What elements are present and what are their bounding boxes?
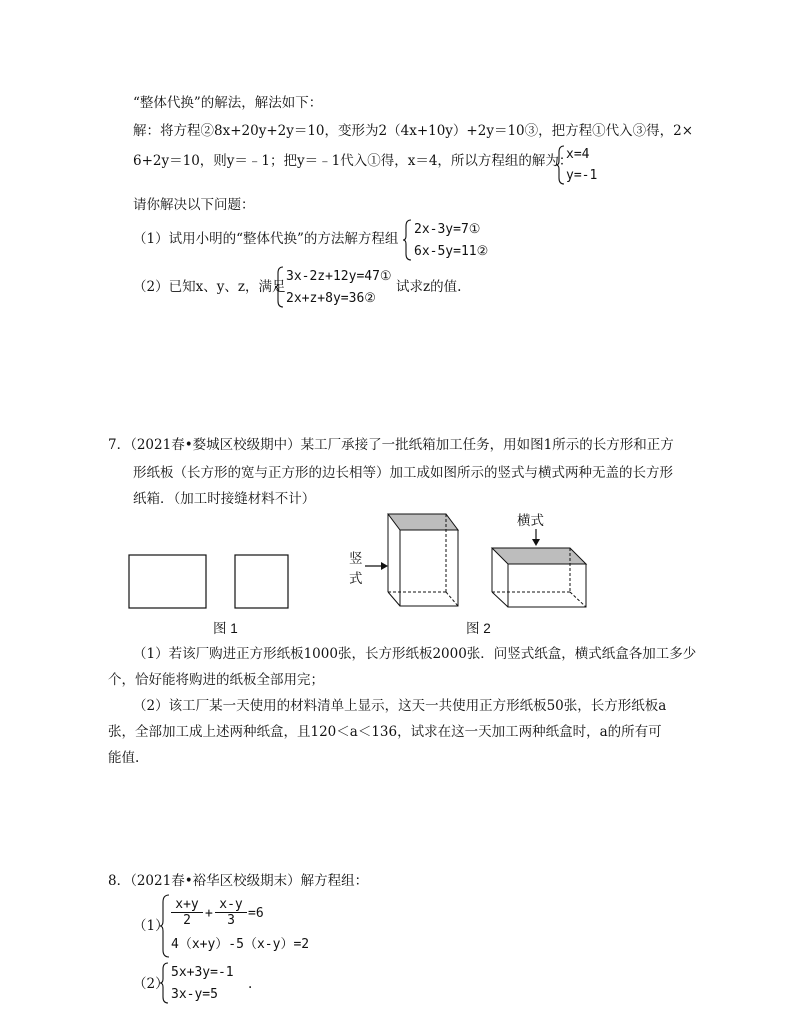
vertical-label-1: 竖 [349, 551, 363, 566]
sec6-q2-eq1: 3x-2z+12y=47① [286, 269, 392, 284]
sec7-p2-line2: 张，全部加工成上述两种纸盒，且120＜a＜136，试求在这一天加工两种纸盒时，a的所有可 [108, 724, 662, 740]
fraction-numerator: x+y [175, 897, 199, 912]
sec8-q1-label: （1） [133, 918, 169, 934]
sec6-q1-eq2: 6x-5y=11② [414, 244, 489, 259]
sec8-q1-eq1-tail: =6 [248, 906, 264, 921]
sec7-head: 7．（2021春•婺城区校级期中）某工厂承接了一批纸箱加工任务，用如图1所示的长方形和正方 [108, 437, 674, 453]
fig2-caption: 图 2 [466, 621, 491, 636]
horizontal-label: 横式 [517, 513, 544, 528]
sec8-q2-label: （2） [133, 976, 169, 992]
sec8-head: 8．（2021春•裕华区校级期末）解方程组： [108, 873, 369, 889]
fraction-denominator: 2 [171, 912, 203, 928]
answer-y: y=-1 [566, 168, 598, 183]
sec8-q1-eq2: 4（x+y）-5（x-y）=2 [171, 937, 310, 952]
sec6-solution-line1: 解：将方程②8x+20y+2y＝10，变形为2（4x+10y）+2y＝10③，把方程①代入③得，2× [133, 123, 694, 139]
sec6-q2-eq2: 2x+z+8y=36② [286, 291, 376, 306]
brace-icon [402, 219, 412, 261]
fig1-caption: 图 1 [213, 621, 238, 636]
plus-sign: + [205, 906, 213, 921]
fraction-x-plus-y-over-2 [171, 897, 203, 928]
vertical-label-2: 式 [349, 571, 363, 586]
sec7-p1-line2: 个，恰好能将购进的纸板全部用完； [108, 672, 324, 688]
fraction-numerator: x-y [219, 897, 243, 912]
brace-icon [555, 145, 565, 185]
sec6-ask: 请你解决以下问题： [133, 197, 255, 213]
square-board-figure [234, 554, 290, 610]
sec6-q1-label: （1）试用小明的“整体代换”的方法解方程组 [133, 231, 399, 247]
fraction-denominator: 3 [215, 912, 247, 928]
vertical-box-figure [384, 510, 466, 610]
sec8-q2-eq1: 5x+3y=-1 [171, 965, 234, 980]
sec8-q2-tail: . [248, 976, 253, 992]
brace-icon [159, 962, 169, 1004]
sec6-q1-eq1: 2x-3y=7① [414, 222, 481, 237]
sec7-p2-line3: 能值. [108, 750, 140, 766]
brace-icon [274, 266, 284, 308]
sec7-p2-line1: （2）该工厂某一天使用的材料清单上显示，这天一共使用正方形纸板50张，长方形纸板a [133, 698, 667, 714]
sec7-p1-line1: （1）若该厂购进正方形纸板1000张，长方形纸板2000张．问竖式纸盒，横式纸盒各加工多少 [133, 646, 697, 662]
sec7-line2: 形纸板（长方形的宽与正方形的边长相等）加工成如图所示的竖式与横式两种无盖的长方形 [133, 465, 673, 481]
answer-x: x=4 [566, 147, 590, 162]
sec6-q2-label: （2）已知x、y、z，满足 [133, 279, 286, 295]
brace-icon [159, 894, 170, 958]
sec8-q2-eq2: 3x-y=5 [171, 987, 218, 1002]
horizontal-box-figure [488, 544, 592, 612]
sec6-solution-line2: 6+2y＝10，则y＝﹣1；把y＝﹣1代入①得，x＝4，所以方程组的解为： [133, 153, 573, 169]
fraction-x-minus-y-over-3 [215, 897, 247, 928]
rectangle-board-figure [128, 554, 208, 610]
sec7-line3: 纸箱．（加工时接缝材料不计） [133, 491, 316, 507]
sec6-intro: “整体代换”的解法，解法如下： [133, 95, 323, 111]
sec6-q2-tail: 试求z的值. [396, 279, 462, 295]
